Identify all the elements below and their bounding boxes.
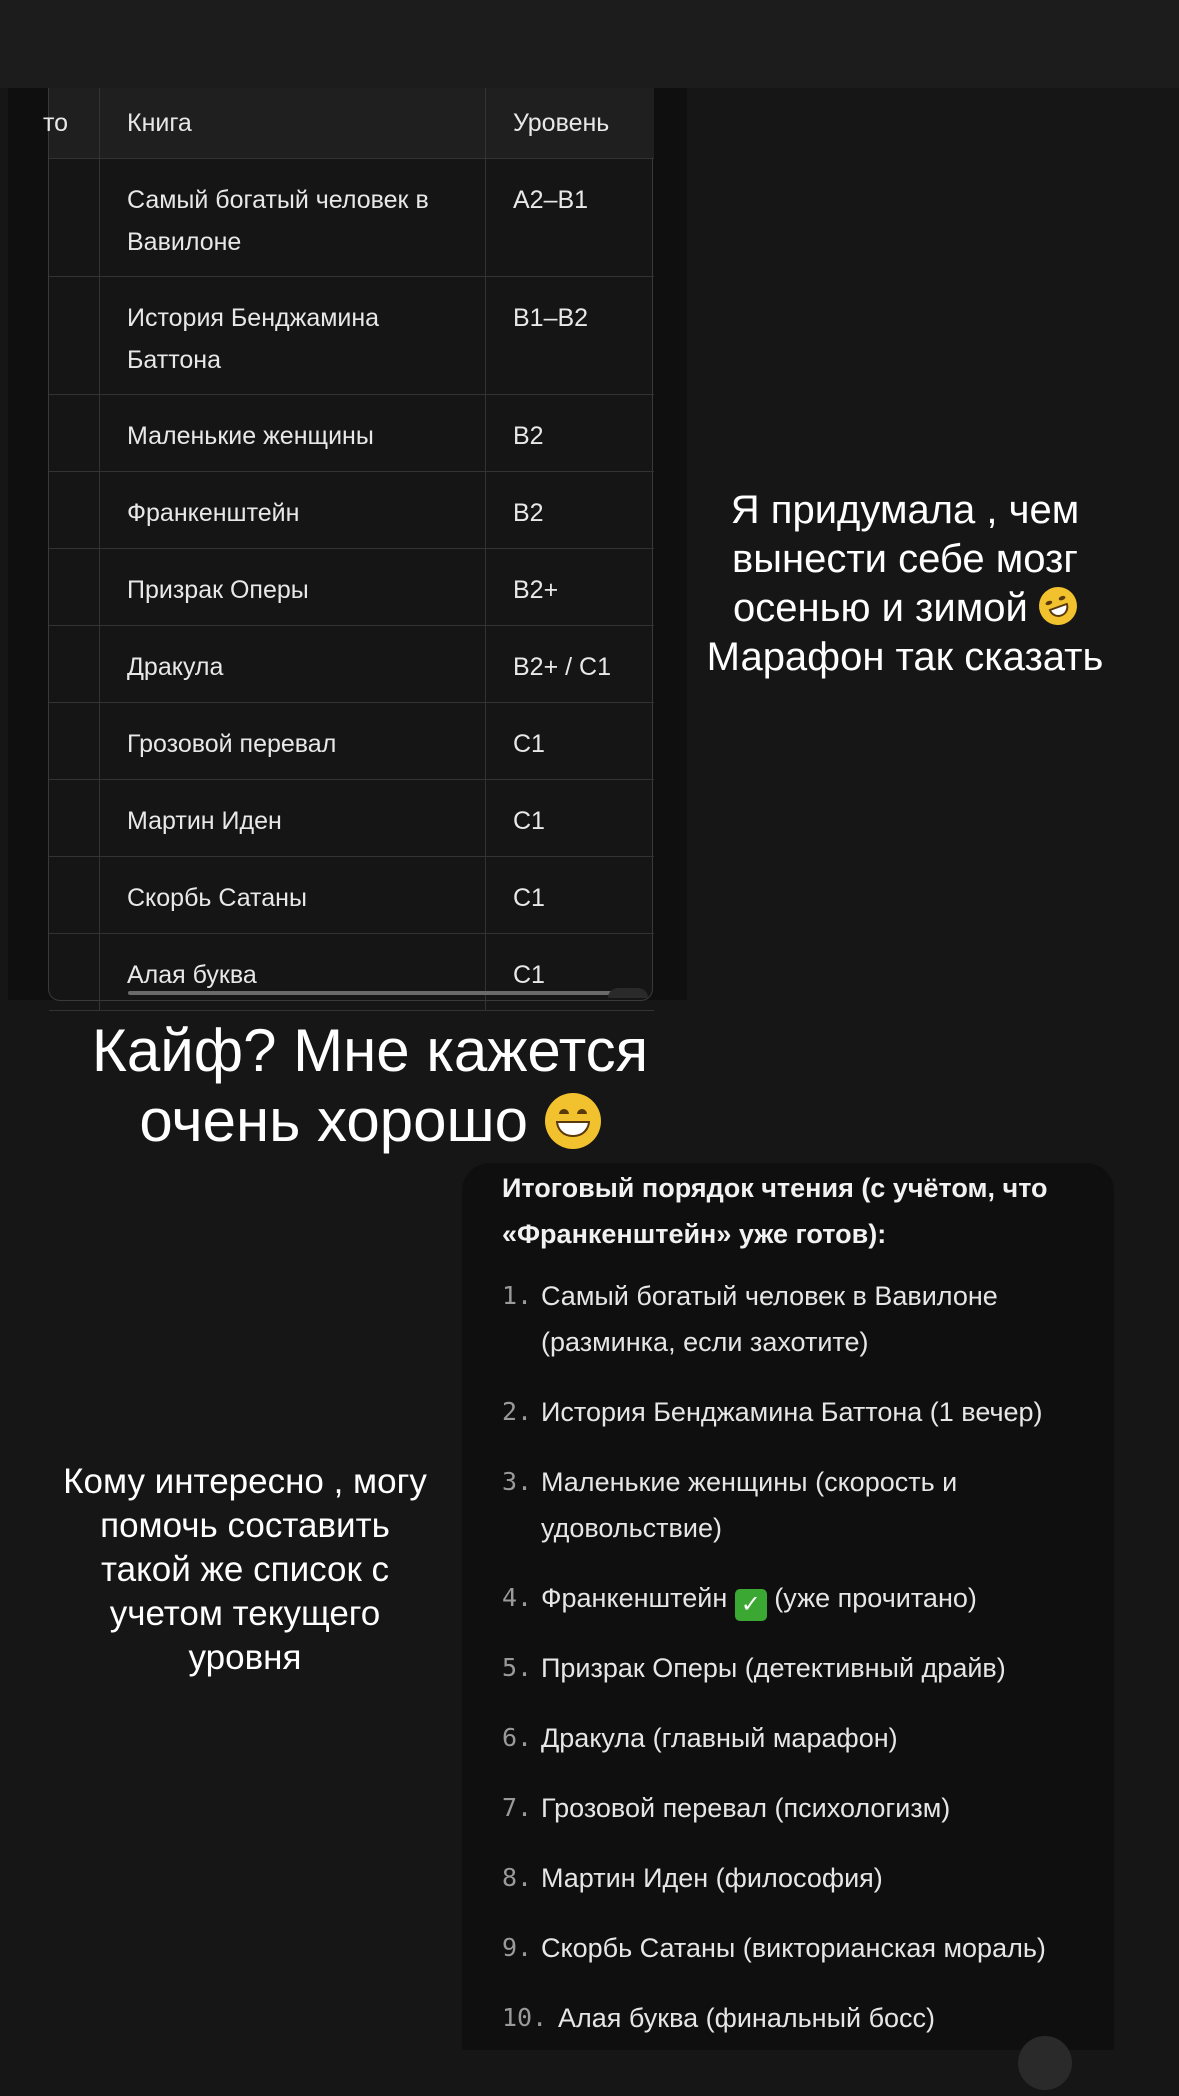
cell-num	[49, 472, 100, 549]
list-text: (разминка, если захотите)	[541, 1327, 869, 1357]
list-number: 8.	[502, 1863, 533, 1892]
cell-level	[486, 159, 655, 277]
table-row	[49, 934, 654, 1011]
level-value: C1	[513, 884, 545, 912]
table-row	[49, 549, 654, 626]
cell-book	[100, 277, 486, 395]
header-num	[43, 88, 100, 159]
list-text: Алая буква (финальный босс)	[558, 2003, 936, 2033]
header-book-label: Книга	[127, 109, 192, 137]
list-number: 6.	[502, 1723, 533, 1752]
cell-level	[486, 703, 655, 780]
list-text: Мартин Иден (философия)	[541, 1863, 883, 1893]
list-item	[502, 1645, 1112, 1691]
cell-num	[49, 857, 100, 934]
list-item	[502, 1855, 1112, 1901]
book-title: Дракула	[127, 653, 224, 681]
list-text: Дракула (главный марафон)	[541, 1723, 898, 1753]
rofl-emoji-icon	[1034, 582, 1083, 631]
level-value: C1	[513, 807, 545, 835]
book-title-line2: Баттона	[127, 346, 221, 374]
table-row	[49, 780, 654, 857]
reading-order-card[interactable]	[462, 1163, 1114, 2050]
table-row	[49, 395, 654, 472]
cell-book	[100, 472, 486, 549]
table-row	[49, 159, 654, 277]
check-mark-button-icon: ✓	[735, 1589, 767, 1621]
book-title: Алая буква	[127, 961, 257, 989]
level-value: B2+ / C1	[513, 653, 611, 681]
list-item	[502, 1925, 1112, 1971]
book-title: Мартин Иден	[127, 807, 282, 835]
scroll-button-edge	[608, 988, 648, 998]
level-value: C1	[513, 961, 545, 989]
cell-level	[486, 780, 655, 857]
table-row	[49, 472, 654, 549]
cell-num	[49, 703, 100, 780]
list-text: Призрак Оперы (детективный драйв)	[541, 1653, 1006, 1683]
reading-order-title	[502, 1165, 1092, 1257]
caption-line: учетом текущего	[109, 1594, 381, 1633]
caption-line: осенью и зимой	[733, 586, 1028, 630]
list-number: 7.	[502, 1793, 533, 1822]
cell-level	[486, 857, 655, 934]
cell-level	[486, 934, 655, 1011]
cell-level	[486, 626, 655, 703]
caption-line: Кому интересно , могу	[63, 1462, 427, 1501]
list-number: 3.	[502, 1467, 533, 1496]
caption-line: вынести себе мозг	[732, 537, 1078, 581]
caption-marathon	[680, 486, 1130, 682]
level-value: B2	[513, 422, 544, 450]
table-row	[49, 703, 654, 780]
caption-offer-help	[30, 1460, 460, 1680]
header-book	[100, 88, 486, 159]
cell-num	[49, 780, 100, 857]
list-item	[502, 1995, 1112, 2041]
cell-book	[100, 626, 486, 703]
level-value: C1	[513, 730, 545, 758]
table-header-row	[49, 88, 654, 159]
book-title-line2: Вавилоне	[127, 228, 242, 256]
list-text: Скорбь Сатаны (викторианская мораль)	[541, 1933, 1046, 1963]
caption-line: очень хорошо	[139, 1087, 528, 1154]
book-title: Призрак Оперы	[127, 576, 309, 604]
caption-line: Я придумала , чем	[730, 488, 1080, 532]
top-bar	[0, 0, 1179, 88]
list-text: (уже прочитано)	[774, 1583, 977, 1613]
caption-line: Кайф? Мне кажется	[91, 1017, 649, 1084]
header-level-label: Уровень	[513, 109, 610, 137]
cell-num	[49, 934, 100, 1011]
table-screenshot	[8, 88, 687, 1000]
list-text: История Бенджамина Баттона (1 вечер)	[541, 1397, 1043, 1427]
scroll-down-button[interactable]	[1018, 2036, 1072, 2090]
horizontal-scrollbar[interactable]	[128, 991, 618, 995]
list-item	[502, 1715, 1112, 1761]
caption-line: Марафон так сказать	[706, 635, 1104, 679]
level-value: B1–B2	[513, 304, 589, 332]
list-text: Франкенштейн	[541, 1583, 728, 1613]
list-number: 10.	[502, 2003, 548, 2032]
cell-book	[100, 549, 486, 626]
cell-book	[100, 780, 486, 857]
level-value: B2	[513, 499, 544, 527]
cell-book	[100, 159, 486, 277]
book-title: Скорбь Сатаны	[127, 884, 307, 912]
caption-line: уровня	[188, 1638, 302, 1677]
cell-level	[486, 472, 655, 549]
list-number: 2.	[502, 1397, 533, 1426]
list-number: 1.	[502, 1281, 533, 1310]
book-title: Грозовой перевал	[127, 730, 337, 758]
book-title-line1: История Бенджамина	[127, 304, 380, 332]
cell-level	[486, 277, 655, 395]
cell-book	[100, 395, 486, 472]
cell-level	[486, 395, 655, 472]
list-item	[502, 1273, 1112, 1365]
cell-num	[49, 549, 100, 626]
cell-num	[49, 159, 100, 277]
list-text: Маленькие женщины (скорость и	[541, 1467, 958, 1497]
list-number: 9.	[502, 1933, 533, 1962]
cell-book	[100, 857, 486, 934]
list-number: 5.	[502, 1653, 533, 1682]
list-text: удовольствие)	[541, 1513, 722, 1543]
book-title: Франкенштейн	[127, 499, 300, 527]
list-number: 4.	[502, 1583, 533, 1612]
level-value: B2+	[513, 576, 559, 604]
level-value: A2–B1	[513, 186, 589, 214]
header-num-label: то	[43, 109, 69, 137]
title-line: «Франкенштейн» уже готов):	[502, 1219, 887, 1249]
cell-num	[49, 395, 100, 472]
cell-num	[49, 277, 100, 395]
cell-book	[100, 703, 486, 780]
cell-book	[100, 934, 486, 1011]
list-item	[502, 1389, 1112, 1435]
list-item	[502, 1459, 1112, 1551]
list-text: Грозовой перевал (психологизм)	[541, 1793, 951, 1823]
list-text: Самый богатый человек в Вавилоне	[541, 1281, 998, 1311]
caption-line: помочь составить	[100, 1506, 390, 1545]
caption-line: такой же список с	[100, 1550, 390, 1589]
book-title-line1: Самый богатый человек в	[127, 186, 429, 214]
table-row	[49, 626, 654, 703]
book-level-table-card[interactable]	[43, 88, 653, 1001]
grinning-emoji-icon	[545, 1093, 601, 1149]
caption-kaif	[40, 1016, 700, 1156]
table-row	[49, 277, 654, 395]
cell-level	[486, 549, 655, 626]
header-level	[486, 88, 655, 159]
cell-num	[49, 626, 100, 703]
book-title: Маленькие женщины	[127, 422, 374, 450]
book-level-table	[43, 88, 654, 1011]
list-item	[502, 1575, 1112, 1621]
title-line: Итоговый порядок чтения (с учётом, что	[502, 1173, 1048, 1203]
list-item	[502, 1785, 1112, 1831]
table-row	[49, 857, 654, 934]
